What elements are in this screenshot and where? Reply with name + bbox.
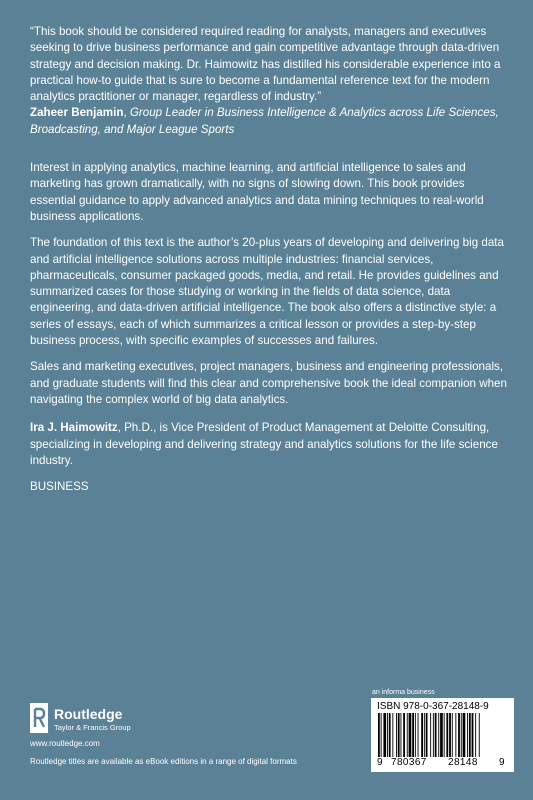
description-paragraph: Interest in applying analytics, machine learning, and artificial intelligence to sales and marketing has grown dramatically, with no signs of slowing down. This book provides essential guidance to apply advanced analytics and data mining techniques to real-world business applications. <box>30 161 484 223</box>
back-cover-text <box>30 24 512 481</box>
routledge-r-icon <box>30 703 48 733</box>
barcode-digit-group: 9 <box>499 757 505 768</box>
publisher-block <box>30 703 180 751</box>
description-paragraph: Sales and marketing executives, project managers, business and engineering professionals, and graduate students will find this clear and comprehensive book the ideal companion when navigating the complex world of big data analytics. <box>30 360 507 406</box>
barcode-digit-group: 780367 <box>391 757 427 768</box>
description-paragraph: The foundation of this text is the author’s 20-plus years of developing and delivering big data and artificial intelligence solutions across multiple industries: financial services, pharmaceuticals, consumer packaged goods, media, and retail. He provides guidelines and summarized cases for those studying or working in the fields of data science, data engineering, and data-driven artificial intelligence. The book also offers a distinctive style: a series of essays, each of which summarizes a critical lesson or provides a step-by-step business process, with specific examples of successes and failures. <box>30 236 504 348</box>
author-bio-text: , Ph.D., is Vice President of Product Management at Deloitte Consulting, specializing in developing and delivering strategy and analytics solutions for the life science industry. <box>30 421 498 467</box>
publisher-url: www.routledge.com <box>30 739 100 748</box>
barcode-digit-group: 28148 <box>448 757 478 768</box>
isbn-text: ISBN 978-0-367-28148-9 <box>377 701 489 712</box>
author-bio-name: Ira J. Haimowitz <box>30 421 118 435</box>
informa-label: an informa business <box>372 689 435 696</box>
publisher-name: Routledge <box>54 706 123 722</box>
author-bio <box>30 420 512 469</box>
endorsement-author-name: Zaheer Benjamin <box>30 106 124 120</box>
category-label: BUSINESS <box>30 480 89 493</box>
endorsement-quote: “This book should be considered required reading for analysts, managers and executives seeking to drive business performance and gain competitive advantage through data-driven strategy and decision making. Dr. Haimowitz has distilled his considerable experience into a practical how-to guide that is sure to become a fundamental reference text for the modern analytics practitioner or manager, regardless of industry.” <box>30 25 501 104</box>
ebook-note: Routledge titles are available as eBook editions in a range of digital formats <box>30 757 297 766</box>
barcode-bars <box>377 713 508 757</box>
isbn-barcode <box>371 698 514 772</box>
endorsement-author <box>30 105 512 138</box>
endorsement-author-title: Group Leader in Business Intelligence & Analytics across Life Sciences, Broadcasting, and Major League Sports <box>30 106 499 136</box>
barcode-digit-group: 9 <box>377 757 383 768</box>
endorsement-author-separator: , <box>123 106 127 120</box>
publisher-group: Taylor & Francis Group <box>54 723 131 732</box>
